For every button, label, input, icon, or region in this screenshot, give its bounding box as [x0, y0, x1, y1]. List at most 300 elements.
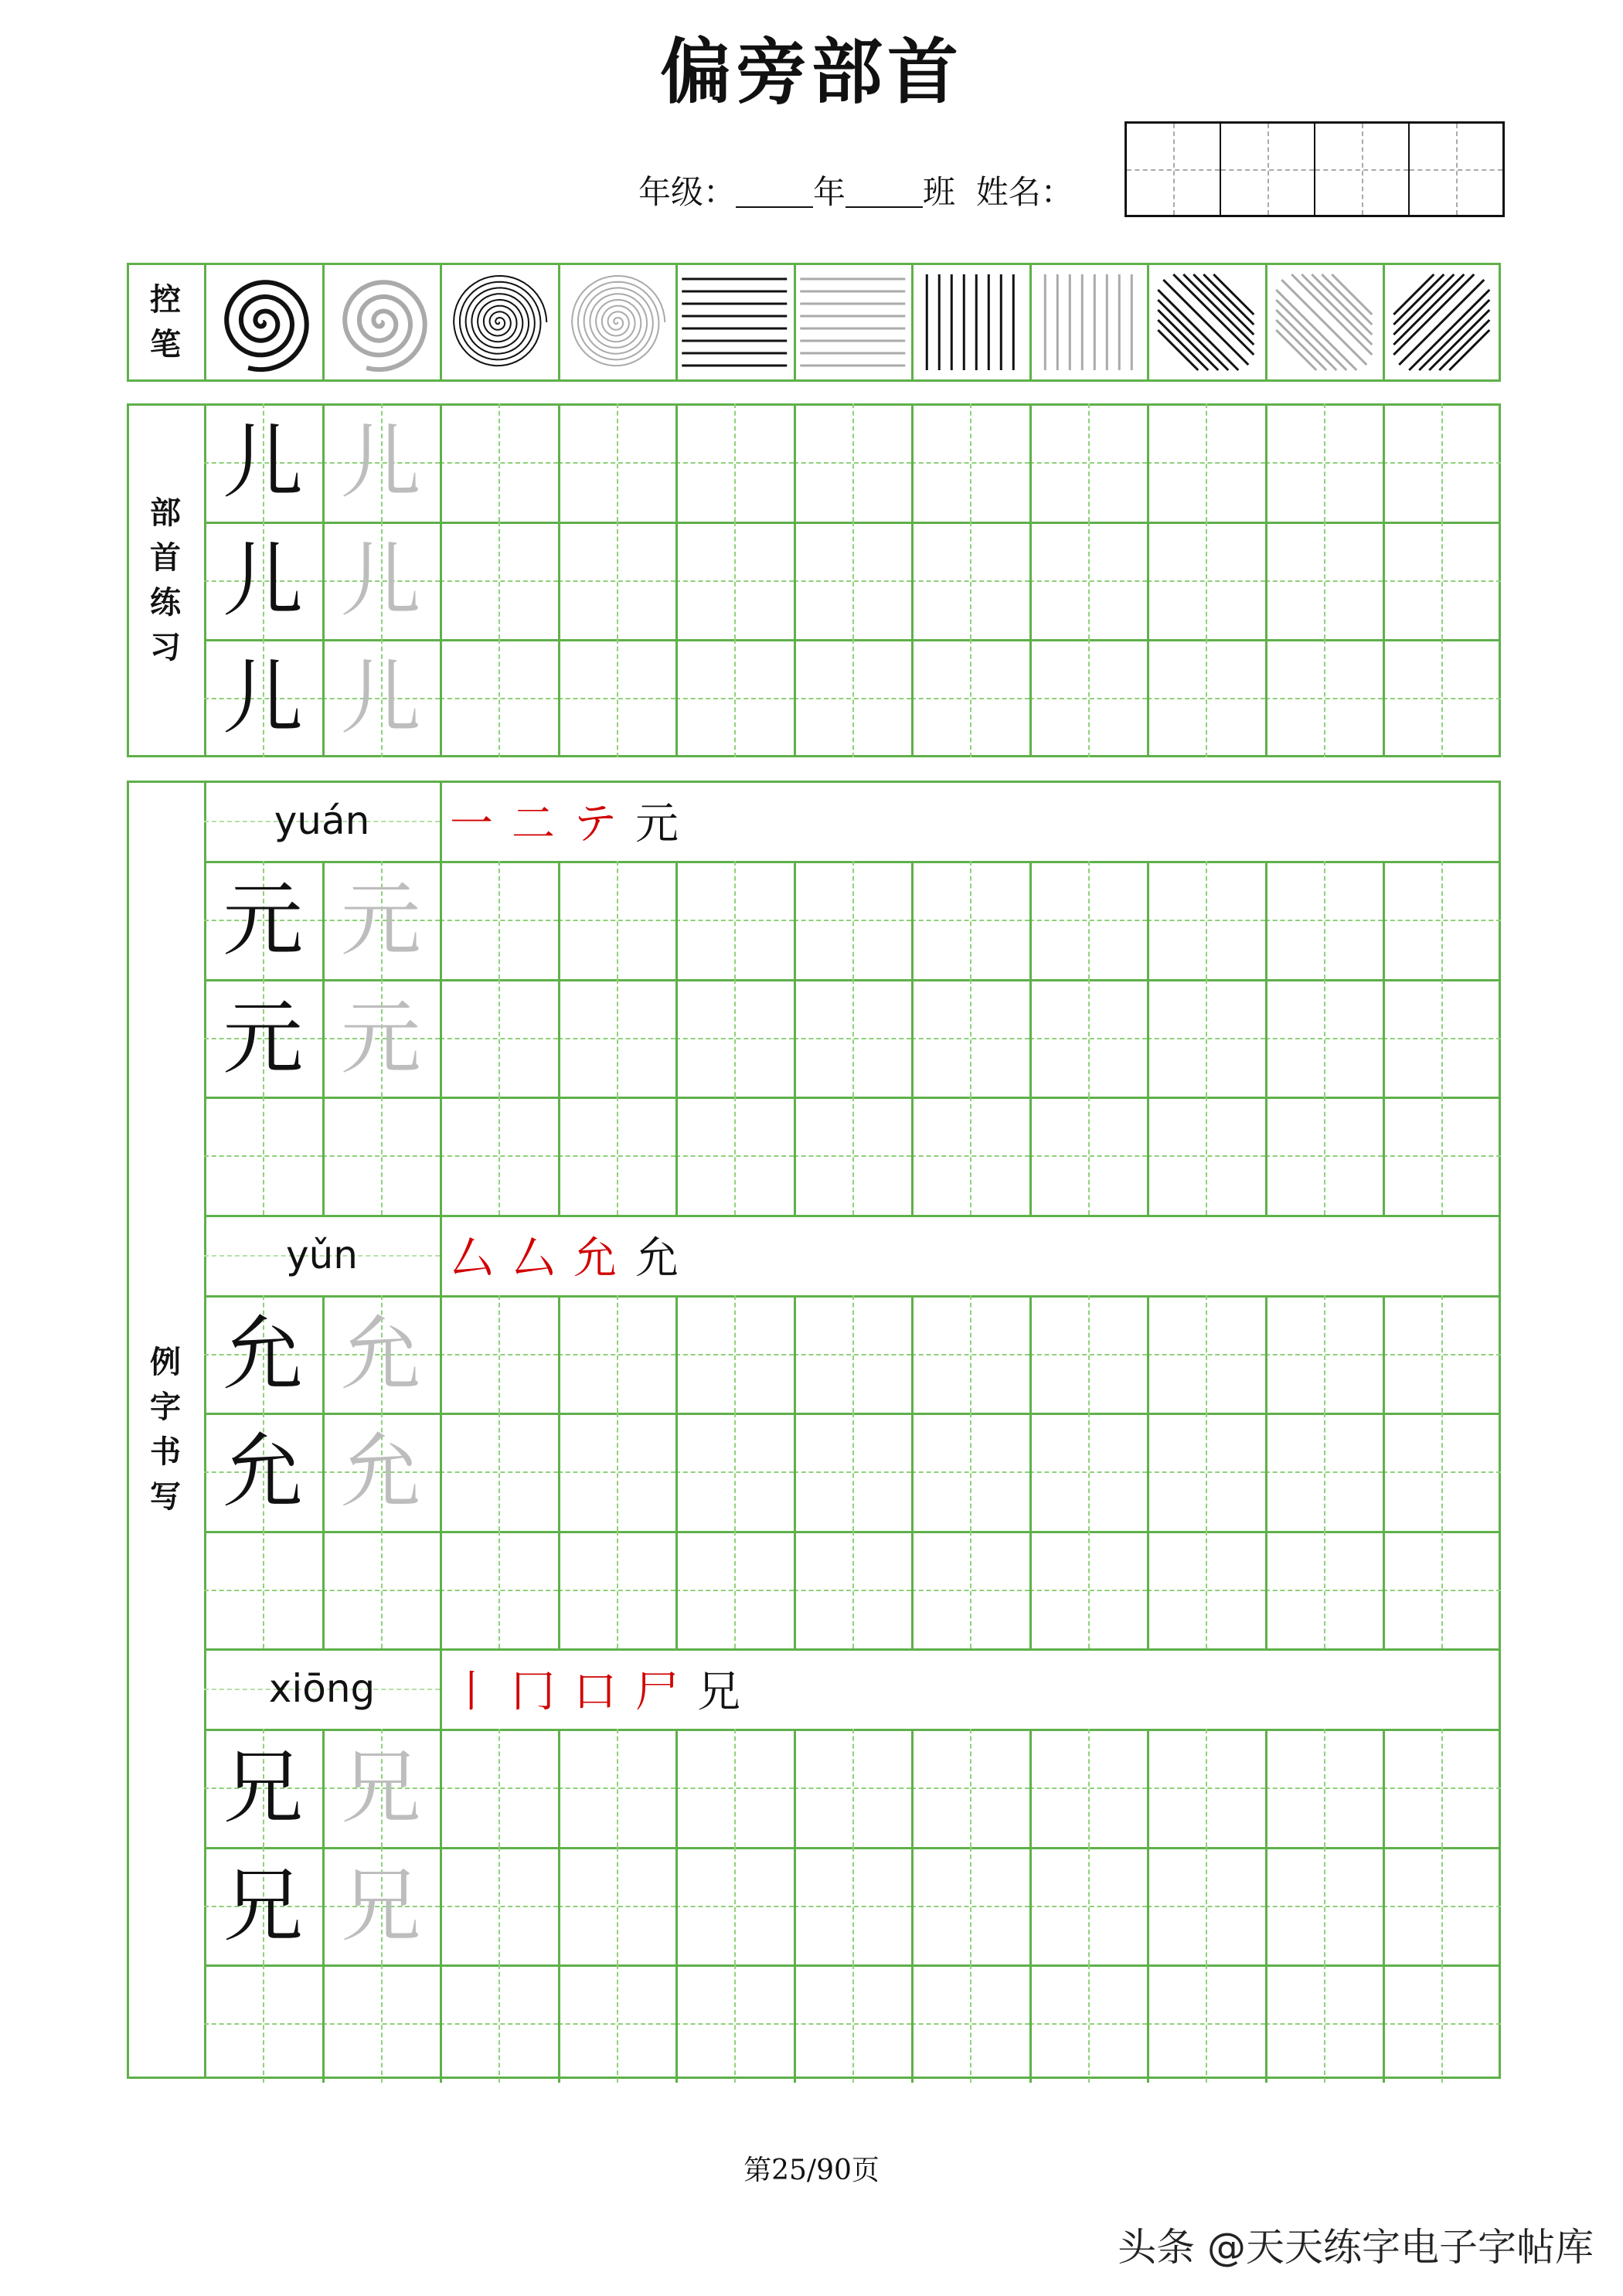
- practice-cell[interactable]: [794, 1531, 912, 1649]
- grid-line-vertical: [675, 1847, 678, 1965]
- grid-line-vertical: [1147, 639, 1149, 757]
- grid-line-vertical: [911, 1413, 914, 1531]
- trace-character: 元: [340, 872, 421, 968]
- cell-midline: [1324, 1531, 1325, 1649]
- practice-cell[interactable]: [440, 1847, 558, 1965]
- grid-line-vertical: [1029, 1413, 1032, 1531]
- grid-line-vertical: [1147, 1964, 1149, 2083]
- cell-midline: [381, 1964, 383, 2083]
- cell-midline: [852, 522, 854, 640]
- practice-cell[interactable]: [1029, 1847, 1148, 1965]
- practice-cell[interactable]: [911, 861, 1029, 979]
- grid-line-vertical: [794, 522, 796, 640]
- cell-midline: [734, 1413, 736, 1531]
- practice-cell[interactable]: [911, 1413, 1029, 1531]
- practice-cell[interactable]: [675, 979, 794, 1097]
- cell-midline: [263, 1964, 264, 2083]
- cell-midline: [1441, 861, 1443, 979]
- cell-midline: [1088, 522, 1090, 640]
- grid-line-vertical: [1265, 1531, 1267, 1649]
- cell-midline: [970, 979, 971, 1097]
- practice-cell[interactable]: [440, 403, 558, 522]
- practice-cell[interactable]: [911, 1097, 1029, 1215]
- practice-cell[interactable]: [1147, 861, 1265, 979]
- grid-line-vertical: [1147, 979, 1149, 1097]
- cell-midline: [617, 522, 618, 640]
- practice-cell[interactable]: [1029, 1097, 1148, 1215]
- vertical-lines-icon-svg: [911, 263, 1029, 382]
- practice-cell[interactable]: [675, 861, 794, 979]
- practice-cell[interactable]: [675, 1295, 794, 1413]
- cell-midline: [970, 403, 971, 522]
- name-box[interactable]: [1127, 124, 1221, 215]
- cell-midline: [734, 1964, 736, 2083]
- name-boxes[interactable]: [1125, 121, 1505, 217]
- cell-midline: [852, 1413, 854, 1531]
- practice-cell[interactable]: [1029, 1295, 1148, 1413]
- cell-midline: [970, 1847, 971, 1965]
- cell-midline: [617, 1295, 618, 1413]
- class-blank[interactable]: [846, 175, 923, 208]
- practice-cell[interactable]: [1147, 979, 1265, 1097]
- cell-midline: [498, 1964, 500, 2083]
- cell-midline: [498, 1413, 500, 1531]
- grid-line-vertical: [558, 979, 560, 1097]
- grid-line-vertical: [440, 1413, 442, 1531]
- vertical-lines-icon: [911, 263, 1029, 382]
- grid-line-vertical: [675, 1295, 678, 1413]
- model-character: 元: [223, 990, 304, 1085]
- cell-midline: [1324, 403, 1325, 522]
- cell-midline: [970, 1295, 971, 1413]
- practice-cell[interactable]: [1147, 1531, 1265, 1649]
- practice-cell[interactable]: [558, 522, 676, 640]
- grid-line-vertical: [1147, 403, 1149, 522]
- grid-line-vertical: [1029, 522, 1032, 640]
- grid-line-vertical: [675, 403, 678, 522]
- grade-blank[interactable]: [736, 175, 813, 208]
- practice-cell[interactable]: [794, 403, 912, 522]
- stroke-step: 冂: [512, 1667, 555, 1717]
- class-label: 班: [923, 173, 956, 211]
- practice-cell[interactable]: [440, 1413, 558, 1531]
- diagonal-lines-icon: [1383, 263, 1501, 382]
- stroke-step: 允: [573, 1233, 617, 1284]
- grid-line-vertical: [911, 979, 914, 1097]
- grid-line-vertical: [1265, 1097, 1267, 1215]
- grid-line-vertical: [440, 1097, 442, 1215]
- practice-cell[interactable]: [675, 1531, 794, 1649]
- spiral-icon-svg: [322, 263, 441, 382]
- practice-cell[interactable]: [1383, 403, 1501, 522]
- grid-line-vertical: [1383, 979, 1385, 1097]
- cell-midline: [852, 1097, 854, 1215]
- practice-cell[interactable]: [204, 1097, 322, 1215]
- grid-line-vertical: [794, 1295, 796, 1413]
- grid-line-vertical: [558, 639, 560, 757]
- stroke-order: [449, 781, 1495, 861]
- cell-midline: [381, 1531, 383, 1649]
- practice-cell[interactable]: [558, 1729, 676, 1847]
- practice-cell[interactable]: [1029, 403, 1148, 522]
- grid-line-vertical: [911, 522, 914, 640]
- name-box[interactable]: [1315, 124, 1410, 215]
- section-label-char: 部: [150, 495, 181, 531]
- practice-cell[interactable]: [1383, 1964, 1501, 2083]
- model-character: 儿: [223, 651, 304, 746]
- practice-cell[interactable]: [1383, 639, 1501, 757]
- grid-line-vertical: [440, 979, 442, 1097]
- cell-midline: [1324, 979, 1325, 1097]
- cell-midline: [498, 1097, 500, 1215]
- grid-line-vertical: [1265, 979, 1267, 1097]
- grid-line-vertical: [440, 639, 442, 757]
- practice-cell[interactable]: [911, 1964, 1029, 2083]
- cell-midline: [1206, 1097, 1207, 1215]
- practice-cell[interactable]: [1383, 979, 1501, 1097]
- cell-midline: [1206, 1964, 1207, 2083]
- practice-cell[interactable]: [675, 639, 794, 757]
- cell-midline: [1441, 403, 1443, 522]
- stroke-step: テ: [573, 799, 617, 849]
- practice-cell[interactable]: [440, 639, 558, 757]
- practice-cell[interactable]: [558, 1847, 676, 1965]
- practice-cell[interactable]: [440, 979, 558, 1097]
- cell-midline: [1441, 1413, 1443, 1531]
- grid-line-vertical: [1383, 1847, 1385, 1965]
- grid-line-vertical: [675, 1531, 678, 1649]
- grid-line-vertical: [322, 1964, 325, 2083]
- grid-line-vertical: [1265, 1295, 1267, 1413]
- practice-cell[interactable]: [1265, 639, 1383, 757]
- practice-cell[interactable]: [1265, 1531, 1383, 1649]
- practice-cell[interactable]: [1029, 861, 1148, 979]
- cell-midline: [1441, 1964, 1443, 2083]
- practice-cell[interactable]: [1383, 1531, 1501, 1649]
- practice-cell[interactable]: [794, 979, 912, 1097]
- section-label-char: 首: [150, 539, 181, 576]
- grid-line-vertical: [1147, 1729, 1149, 1847]
- grid-line-vertical: [794, 403, 796, 522]
- practice-cell[interactable]: [440, 1295, 558, 1413]
- practice-cell[interactable]: [675, 1097, 794, 1215]
- practice-cell[interactable]: [1029, 522, 1148, 640]
- pinyin-text: yuán: [274, 798, 370, 843]
- trace-character: 儿: [340, 532, 421, 628]
- grid-line-vertical: [440, 1964, 442, 2083]
- cell-midline: [1206, 1531, 1207, 1649]
- cell-midline: [1324, 1729, 1325, 1847]
- practice-cell[interactable]: [675, 1729, 794, 1847]
- grid-line-vertical: [1029, 1847, 1032, 1965]
- grid-line-vertical: [1029, 403, 1032, 522]
- stroke-step: 口: [573, 1667, 617, 1717]
- practice-cell[interactable]: [322, 1531, 441, 1649]
- stroke-step: 允: [635, 1233, 679, 1284]
- practice-cell[interactable]: [911, 403, 1029, 522]
- section-label: [127, 403, 204, 757]
- practice-cell[interactable]: [1383, 1295, 1501, 1413]
- practice-cell[interactable]: [1265, 1964, 1383, 2083]
- cell-midline: [734, 1295, 736, 1413]
- grid-line-vertical: [911, 861, 914, 979]
- grid-line-vertical: [911, 1964, 914, 2083]
- cell-midline: [734, 1729, 736, 1847]
- practice-cell[interactable]: [440, 1964, 558, 2083]
- practice-cell[interactable]: [1265, 861, 1383, 979]
- practice-cell[interactable]: [204, 1964, 322, 2083]
- trace-character: 儿: [340, 651, 421, 746]
- cell-midline: [970, 1964, 971, 2083]
- stroke-step: 厶: [450, 1233, 493, 1284]
- practice-cell[interactable]: [911, 1531, 1029, 1649]
- practice-cell[interactable]: [1265, 1729, 1383, 1847]
- practice-cell[interactable]: [1029, 1964, 1148, 2083]
- practice-cell[interactable]: [794, 639, 912, 757]
- cell-midline: [734, 403, 736, 522]
- practice-cell[interactable]: [675, 403, 794, 522]
- practice-cell[interactable]: [558, 979, 676, 1097]
- cell-midline: [734, 1847, 736, 1965]
- cell-midline: [617, 1413, 618, 1531]
- cell-midline: [498, 1295, 500, 1413]
- model-character: 兄: [223, 1858, 304, 1953]
- cell-midline: [852, 861, 854, 979]
- grid-line-vertical: [1029, 1531, 1032, 1649]
- stroke-step: 二: [512, 799, 555, 849]
- practice-cell[interactable]: [794, 1097, 912, 1215]
- grid-line-vertical: [1029, 1964, 1032, 2083]
- practice-cell[interactable]: [1147, 1729, 1265, 1847]
- practice-cell[interactable]: [911, 1295, 1029, 1413]
- practice-cell[interactable]: [322, 1097, 441, 1215]
- stroke-order: [449, 1215, 1495, 1295]
- practice-cell[interactable]: [440, 861, 558, 979]
- practice-cell[interactable]: [1265, 1097, 1383, 1215]
- grid-line-vertical: [1029, 979, 1032, 1097]
- practice-cell[interactable]: [1265, 522, 1383, 640]
- cell-midline: [263, 1531, 264, 1649]
- trace-character: 儿: [340, 415, 421, 510]
- horizontal-lines-icon-svg: [675, 263, 794, 382]
- practice-cell[interactable]: [1147, 522, 1265, 640]
- grid-line-vertical: [675, 522, 678, 640]
- practice-cell[interactable]: [911, 522, 1029, 640]
- cell-midline: [1206, 522, 1207, 640]
- cell-midline: [852, 1964, 854, 2083]
- cell-midline: [1324, 1964, 1325, 2083]
- cell-midline: [970, 1097, 971, 1215]
- cell-midline: [852, 1531, 854, 1649]
- practice-cell[interactable]: [440, 1531, 558, 1649]
- cell-midline: [617, 1097, 618, 1215]
- practice-cell[interactable]: [794, 1847, 912, 1965]
- grid-line-vertical: [558, 522, 560, 640]
- practice-cell[interactable]: [1265, 979, 1383, 1097]
- grid-line-vertical: [1147, 1847, 1149, 1965]
- practice-cell[interactable]: [1265, 1847, 1383, 1965]
- practice-cell[interactable]: [440, 1729, 558, 1847]
- grid-line-vertical: [1265, 1964, 1267, 2083]
- grid-line-vertical: [1383, 1097, 1385, 1215]
- practice-cell[interactable]: [1147, 1295, 1265, 1413]
- cell-midline: [852, 1847, 854, 1965]
- model-character: 儿: [223, 415, 304, 510]
- practice-cell[interactable]: [440, 1097, 558, 1215]
- grid-line-vertical: [1383, 639, 1385, 757]
- practice-cell[interactable]: [558, 1964, 676, 2083]
- grid-line-vertical: [1265, 639, 1267, 757]
- practice-cell[interactable]: [1029, 1729, 1148, 1847]
- practice-cell[interactable]: [558, 861, 676, 979]
- cell-midline: [617, 403, 618, 522]
- practice-cell[interactable]: [204, 1531, 322, 1649]
- grid-line-vertical: [440, 1729, 442, 1847]
- cell-midline: [1088, 1531, 1090, 1649]
- trace-character: 兄: [340, 1858, 421, 1953]
- section-label-char: 练: [150, 584, 181, 621]
- cell-midline: [970, 522, 971, 640]
- cell-midline: [1441, 1847, 1443, 1965]
- grid-line-vertical: [558, 1295, 560, 1413]
- grid-line-vertical: [794, 979, 796, 1097]
- grid-line-vertical: [1029, 1295, 1032, 1413]
- practice-cell[interactable]: [911, 979, 1029, 1097]
- practice-cell[interactable]: [794, 1964, 912, 2083]
- grid-line-vertical: [1029, 861, 1032, 979]
- practice-cell[interactable]: [322, 1964, 441, 2083]
- grid-line-vertical: [1147, 1531, 1149, 1649]
- cell-midline: [1206, 1413, 1207, 1531]
- practice-cell[interactable]: [558, 403, 676, 522]
- practice-cell[interactable]: [1029, 1531, 1148, 1649]
- cell-midline: [1441, 979, 1443, 1097]
- diagonal-lines-icon-svg: [1383, 263, 1501, 382]
- grid-line-vertical: [322, 1097, 325, 1215]
- practice-cell[interactable]: [1383, 1097, 1501, 1215]
- trace-character: 兄: [340, 1740, 421, 1835]
- practice-cell[interactable]: [794, 861, 912, 979]
- cell-midline: [1088, 1729, 1090, 1847]
- section-label-char: 例: [150, 1344, 181, 1380]
- stroke-step: 厶: [512, 1233, 555, 1284]
- grid-line-vertical: [794, 1413, 796, 1531]
- practice-cell[interactable]: [1265, 1295, 1383, 1413]
- practice-cell[interactable]: [1147, 403, 1265, 522]
- practice-cell[interactable]: [675, 1964, 794, 2083]
- practice-cell[interactable]: [1147, 1847, 1265, 1965]
- cell-midline: [1441, 1097, 1443, 1215]
- cell-midline: [617, 1964, 618, 2083]
- grid-line-vertical: [1029, 639, 1032, 757]
- practice-cell[interactable]: [1147, 1097, 1265, 1215]
- grid-line-vertical: [440, 522, 442, 640]
- grid-line-vertical: [675, 979, 678, 1097]
- practice-cell[interactable]: [1383, 1847, 1501, 1965]
- stroke-step: 尸: [635, 1667, 679, 1717]
- practice-cell[interactable]: [911, 639, 1029, 757]
- grid-line-vertical: [794, 1729, 796, 1847]
- grid-line-vertical: [558, 1413, 560, 1531]
- practice-cell[interactable]: [1383, 861, 1501, 979]
- year-label: 年: [813, 173, 846, 211]
- cell-midline: [498, 1531, 500, 1649]
- name-box[interactable]: [1410, 124, 1502, 215]
- grid-line-vertical: [675, 1964, 678, 2083]
- spiral-icon-svg: [204, 263, 322, 382]
- cell-midline: [1441, 1729, 1443, 1847]
- practice-cell[interactable]: [911, 1729, 1029, 1847]
- practice-cell[interactable]: [794, 522, 912, 640]
- practice-cell[interactable]: [1029, 1413, 1148, 1531]
- practice-cell[interactable]: [1383, 522, 1501, 640]
- practice-cell[interactable]: [1265, 403, 1383, 522]
- practice-cell[interactable]: [558, 1413, 676, 1531]
- practice-cell[interactable]: [558, 639, 676, 757]
- cell-midline: [1441, 639, 1443, 757]
- pinyin-text: yǔn: [286, 1232, 358, 1277]
- grid-line-vertical: [1383, 522, 1385, 640]
- grid-line-vertical: [558, 1097, 560, 1215]
- cell-midline: [1206, 403, 1207, 522]
- practice-cell[interactable]: [794, 1413, 912, 1531]
- model-character: 元: [223, 872, 304, 968]
- grid-line-vertical: [558, 861, 560, 979]
- practice-cell[interactable]: [794, 1729, 912, 1847]
- name-box[interactable]: [1221, 124, 1315, 215]
- cell-midline: [852, 639, 854, 757]
- cell-midline: [852, 1729, 854, 1847]
- practice-cell[interactable]: [675, 1413, 794, 1531]
- model-character: 允: [223, 1306, 304, 1401]
- practice-cell[interactable]: [558, 1295, 676, 1413]
- concentric-spiral-icon: [558, 263, 676, 382]
- cell-midline: [1088, 861, 1090, 979]
- grid-line-vertical: [794, 861, 796, 979]
- cell-midline: [1088, 639, 1090, 757]
- practice-cell[interactable]: [1265, 1413, 1383, 1531]
- grid-line-vertical: [794, 1097, 796, 1215]
- practice-cell[interactable]: [1029, 639, 1148, 757]
- practice-cell[interactable]: [440, 522, 558, 640]
- trace-character: 元: [340, 990, 421, 1085]
- practice-cell[interactable]: [1147, 1413, 1265, 1531]
- grid-line-vertical: [1383, 1413, 1385, 1531]
- practice-cell[interactable]: [675, 522, 794, 640]
- cell-midline: [1206, 639, 1207, 757]
- cell-midline: [970, 861, 971, 979]
- practice-cell[interactable]: [1147, 639, 1265, 757]
- cell-midline: [852, 979, 854, 1097]
- spiral-icon: [204, 263, 322, 382]
- practice-cell[interactable]: [1147, 1964, 1265, 2083]
- grid-line-vertical: [911, 1847, 914, 1965]
- grid-line-vertical: [1383, 1964, 1385, 2083]
- practice-cell[interactable]: [558, 1531, 676, 1649]
- practice-cell[interactable]: [794, 1295, 912, 1413]
- practice-cell[interactable]: [558, 1097, 676, 1215]
- cell-midline: [734, 861, 736, 979]
- practice-cell[interactable]: [911, 1847, 1029, 1965]
- practice-cell[interactable]: [1029, 979, 1148, 1097]
- practice-cell[interactable]: [675, 1847, 794, 1965]
- cell-midline: [498, 403, 500, 522]
- section-label-char: 控: [150, 281, 181, 318]
- cell-midline: [617, 861, 618, 979]
- practice-cell[interactable]: [1383, 1729, 1501, 1847]
- practice-cell[interactable]: [1383, 1413, 1501, 1531]
- stroke-step: 丨: [450, 1667, 493, 1717]
